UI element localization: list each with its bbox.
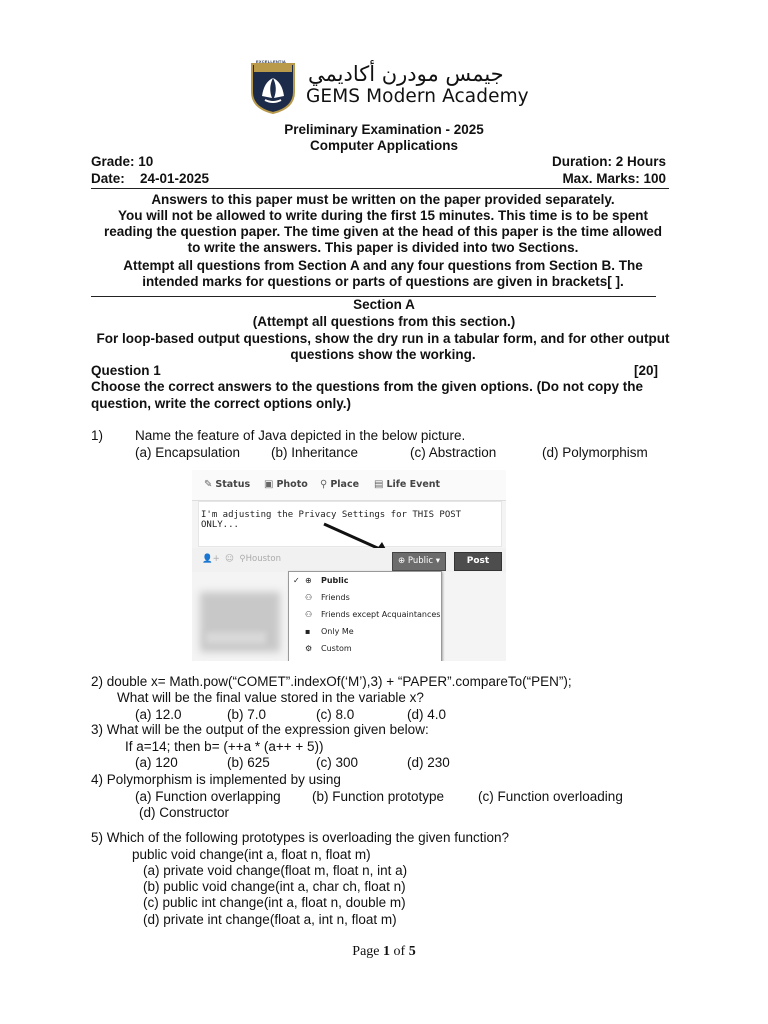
tab-photo: ▣ Photo — [264, 479, 308, 490]
q1-option: (a) Encapsulation — [135, 445, 241, 460]
q2-option: (a) 12.0 — [135, 707, 182, 722]
privacy-settings-screenshot — [192, 470, 506, 661]
audience-menu — [288, 571, 442, 661]
q2-option: (b) 7.0 — [227, 707, 267, 722]
q1-option: (c) Abstraction — [410, 445, 497, 460]
q4-text: 4) Polymorphism is implemented by using — [91, 772, 341, 787]
globe-icon: ⊕ — [305, 576, 312, 585]
q3-option: (a) 120 — [135, 755, 178, 770]
duration: Duration: 2 Hours — [551, 154, 666, 169]
post-toolbar — [192, 470, 506, 501]
compose-text: I'm adjusting the Privacy Settings for THIS POST ONLY... — [201, 510, 462, 530]
menu-item-friends: ⚇ Friends — [289, 589, 441, 606]
caret-down-icon: ▾ — [435, 556, 440, 566]
gear-icon: ⚙ — [305, 644, 313, 653]
instruction-line: Attempt all questions from Section A and any four questions from Section B. The — [123, 258, 643, 273]
q4-option: (a) Function overlapping — [135, 789, 281, 804]
question-instruction: Choose the correct answers to the questions from the given options. (Do not copy the — [91, 379, 644, 394]
question-marks: [20] — [633, 363, 658, 378]
location-pin-icon: ⚲ — [239, 554, 246, 564]
page-number: Page 1 of 5 — [352, 944, 416, 959]
instruction-line: You will not be allowed to write during the first 15 minutes. This time is to be spent — [117, 208, 649, 223]
q1-option: (b) Inheritance — [271, 445, 359, 460]
section-note: questions show the working. — [290, 347, 476, 362]
q5-option: (a) private void change(float m, float n, int a) — [143, 863, 408, 878]
q5-text: public void change(int a, float n, float m) — [132, 847, 371, 862]
grade: Grade: 10 — [91, 154, 154, 169]
subject-title: Computer Applications — [309, 138, 458, 153]
q2-text: 2) double x= Math.pow(“COMET”.indexOf(‘M’),3) + “PAPER”.compareTo(“PEN”); — [91, 674, 572, 689]
q3-option: (b) 625 — [227, 755, 270, 770]
menu-item-only-me: ▪ Only Me — [289, 623, 441, 640]
q5-option: (d) private int change(float a, int n, float m) — [143, 912, 397, 927]
location-field: 👤+ ☺ ⚲Houston — [202, 554, 281, 564]
audience-button: ⊕ Public ▾ — [392, 552, 446, 571]
tab-place: ⚲ Place — [320, 479, 360, 490]
question-label: Question 1 — [91, 363, 161, 378]
q3-text: If a=14; then b= (++a * (a++ + 5)) — [125, 739, 324, 754]
q1-option: (d) Polymorphism — [542, 445, 648, 460]
tab-status: ✎ Status — [204, 479, 251, 490]
q3-option: (d) 230 — [407, 755, 450, 770]
q2-text: What will be the final value stored in the variable x? — [117, 690, 424, 705]
question-instruction: question, write the correct options only.) — [91, 396, 352, 411]
q4-option: (c) Function overloading — [478, 789, 623, 804]
menu-item-public: ✓ ⊕ Public — [289, 572, 441, 589]
q4-option: (d) Constructor — [139, 805, 230, 820]
people-icon: ⚇ — [305, 610, 313, 619]
school-logo — [248, 58, 298, 114]
date-label: Date: — [91, 171, 125, 186]
menu-item-custom: ⚙ Custom — [289, 640, 441, 657]
divider — [91, 188, 669, 189]
section-note: For loop-based output questions, show the dry run in a tabular form, and for other output — [96, 331, 670, 346]
q3-text: 3) What will be the output of the expression given below: — [91, 722, 429, 737]
q1-number: 1) — [91, 428, 104, 443]
menu-item-friends-except: ⚇ Friends except Acquaintances — [289, 606, 441, 623]
exam-title: Preliminary Examination - 2025 — [284, 122, 484, 137]
photo-icon: ▣ — [264, 479, 274, 490]
instruction-line: to write the answers. This paper is divided into two Sections. — [187, 240, 579, 255]
logo-lettering: EXCELLENTIA — [256, 59, 286, 64]
q3-option: (c) 300 — [316, 755, 359, 770]
max-marks: Max. Marks: 100 — [562, 171, 666, 186]
post-button: Post — [454, 552, 502, 571]
people-icon: ⚇ — [305, 593, 313, 602]
instruction-line: Answers to this paper must be written on the paper provided separately. — [151, 192, 615, 207]
q4-option: (b) Function prototype — [312, 789, 445, 804]
tag-people-icon: 👤+ — [202, 554, 220, 564]
instruction-line: reading the question paper. The time given at the head of this paper is the time allowed — [103, 224, 663, 239]
school-name-arabic: جيمس مودرن أكاديمي — [308, 62, 504, 86]
q2-option: (c) 8.0 — [316, 707, 355, 722]
date-value: 24-01-2025 — [140, 171, 210, 186]
instruction-line: intended marks for questions or parts of questions are given in brackets[ ]. — [142, 274, 624, 289]
pencil-icon: ✎ — [204, 479, 213, 490]
section-subtitle: (Attempt all questions from this section.) — [252, 314, 516, 329]
emoji-icon: ☺ — [225, 554, 234, 564]
q5-option: (b) public void change(int a, char ch, float n) — [143, 879, 406, 894]
check-icon: ✓ — [293, 576, 300, 585]
section-title: Section A — [353, 297, 415, 312]
q2-option: (d) 4.0 — [407, 707, 447, 722]
location-pin-icon: ⚲ — [320, 479, 328, 490]
lock-icon: ▪ — [305, 627, 311, 636]
q1-text: Name the feature of Java depicted in the below picture. — [135, 428, 466, 443]
school-name: GEMS Modern Academy — [306, 86, 529, 107]
globe-icon: ⊕ — [398, 556, 406, 566]
q5-option: (c) public int change(int a, float n, double m) — [143, 895, 406, 910]
blurred-content — [206, 632, 266, 644]
tab-life-event: ▤ Life Event — [374, 479, 441, 490]
calendar-icon: ▤ — [374, 479, 384, 490]
q5-text: 5) Which of the following prototypes is overloading the given function? — [91, 830, 509, 845]
